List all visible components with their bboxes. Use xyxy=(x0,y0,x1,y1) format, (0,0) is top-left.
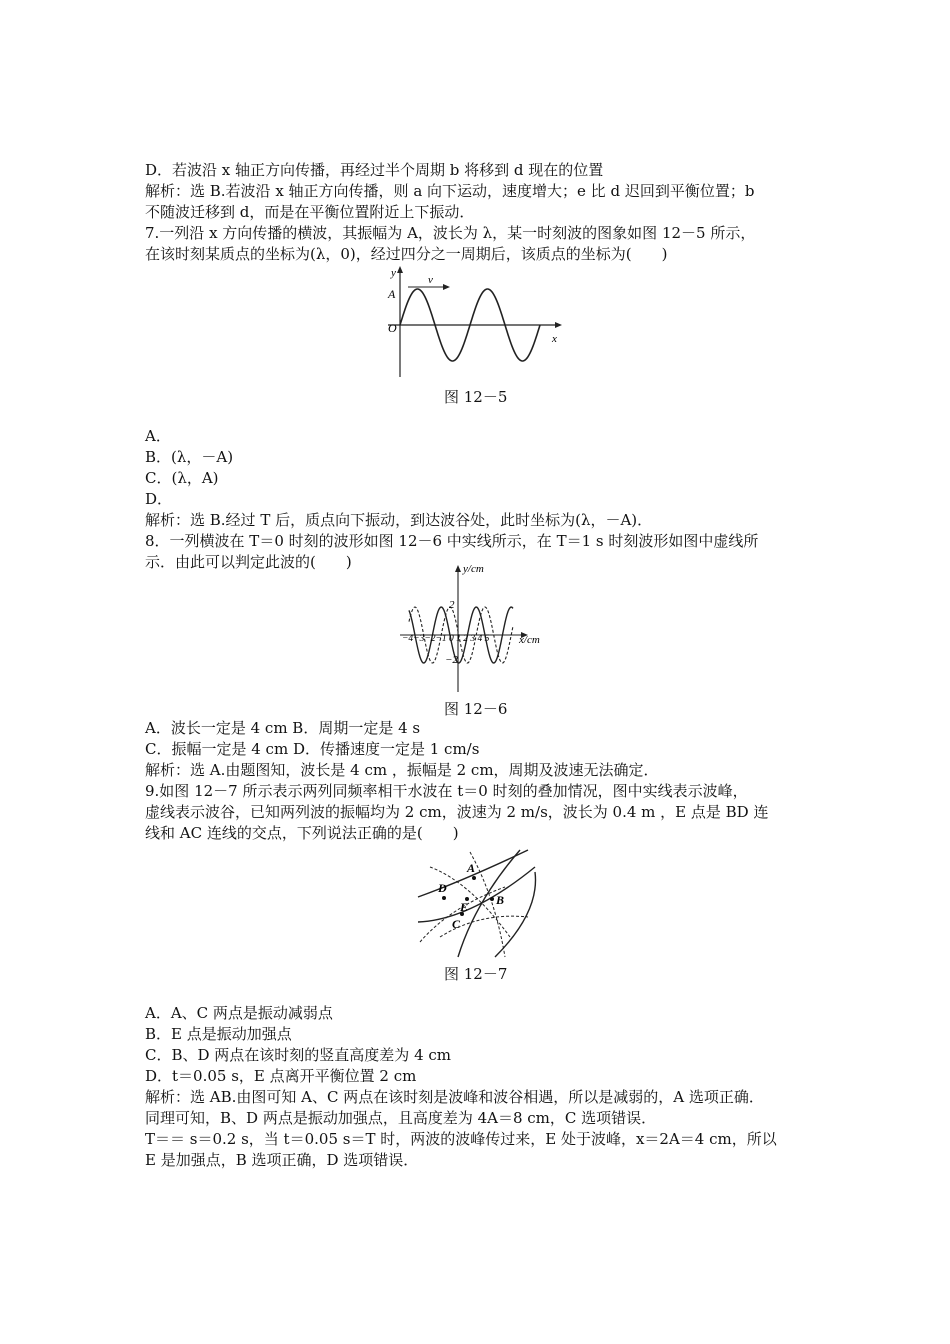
tick-label-bottom: −2 xyxy=(445,654,458,666)
point-c-label: C xyxy=(452,917,461,931)
question-8: 8．一列横波在 T＝0 时刻的波形如图 12－6 中实线所示，在 T＝1 s 时刻波形如图中虚线所 xyxy=(145,532,759,550)
text-line: 线和 AC 连线的交点，下列说法正确的是( ) xyxy=(145,824,459,842)
text-line: D．若波沿 x 轴正方向传播，再经过半个周期 b 将移到 d 现在的位置 xyxy=(145,161,604,179)
point-e-label: E xyxy=(460,900,469,914)
x-tick-labels: −4−3−2−1 0 1 2 3 4 5 xyxy=(402,634,490,644)
solution: 解析：选 B.经过 T 后，质点向下振动，到达波谷处，此时坐标为(λ，－A)． xyxy=(145,511,653,529)
text-line: 示．由此可以判定此波的( ) xyxy=(145,553,352,571)
velocity-label: v xyxy=(428,274,433,286)
option-a: A．A、C 两点是振动减弱点 xyxy=(145,1004,333,1022)
figure-12-5 xyxy=(380,262,580,382)
point-a-label: A xyxy=(467,861,476,875)
text-line: E 是加强点，B 选项正确，D 选项错误． xyxy=(145,1151,419,1169)
question-9: 9.如图 12－7 所示表示两列同频率相干水波在 t＝0 时刻的叠加情况，图中实线表示波峰， xyxy=(145,782,748,800)
options-cd: C．振幅一定是 4 cm D．传播速度一定是 1 cm/s xyxy=(145,740,480,758)
figure-caption: 图 12－6 xyxy=(444,700,508,718)
option-b: B．(λ，－A) xyxy=(145,448,234,466)
option-d: D． xyxy=(145,490,173,508)
point-d-label: D xyxy=(438,881,447,895)
option-c: C．B、D 两点在该时刻的竖直高度差为 4 cm xyxy=(145,1046,452,1064)
text-line: 不随波迁移到 d，而是在平衡位置附近上下振动． xyxy=(145,203,475,221)
axis-y-label: y xyxy=(391,267,396,279)
figure-12-7 xyxy=(410,842,550,962)
option-a: A． xyxy=(145,427,171,445)
solution: 解析：选 A.由题图知，波长是 4 cm ，振幅是 2 cm，周期及波速无法确定． xyxy=(145,761,659,779)
option-c: C．(λ，A) xyxy=(145,469,219,487)
solution: 解析：选 AB.由图可知 A、C 两点在该时刻是波峰和波谷相遇，所以是减弱的，A 选项正确． xyxy=(145,1088,764,1106)
axis-x-label: x/cm xyxy=(519,634,540,646)
text-line: T＝＝ s＝0.2 s，当 t＝0.05 s＝T 时，两波的波峰传过来，E 处于波峰，x＝2A＝4 cm，所以 xyxy=(145,1130,777,1148)
text-line: 同理可知，B、D 两点是振动加强点，且高度差为 4A＝8 cm，C 选项错误． xyxy=(145,1109,657,1127)
figure-caption: 图 12－5 xyxy=(444,388,508,406)
axis-y-label: y/cm xyxy=(463,563,484,575)
text-line: 虚线表示波谷，已知两列波的振幅均为 2 cm，波速为 2 m/s，波长为 0.4 m ，E 点是 BD 连 xyxy=(145,803,769,821)
point-b-label: B xyxy=(496,893,505,907)
text-line: 在该时刻某质点的坐标为(λ，0)，经过四分之一周期后，该质点的坐标为( ) xyxy=(145,245,668,263)
options-ab: A．波长一定是 4 cm B．周期一定是 4 s xyxy=(145,719,421,737)
axis-x-label: x xyxy=(552,333,557,345)
text-line: 解析：选 B.若波沿 x 轴正方向传播，则 a 向下运动，速度增大；e 比 d 迟回到平衡位置；b xyxy=(145,182,755,200)
option-d: D．t＝0.05 s，E 点离开平衡位置 2 cm xyxy=(145,1067,417,1085)
figure-12-6 xyxy=(395,560,555,695)
amplitude-label: A xyxy=(388,287,396,301)
figure-caption: 图 12－7 xyxy=(444,965,508,983)
tick-label-top: 2 xyxy=(449,599,455,611)
option-b: B．E 点是振动加强点 xyxy=(145,1025,292,1043)
origin-label: O xyxy=(388,321,397,335)
question-7: 7.一列沿 x 方向传播的横波，其振幅为 A，波长为 λ，某一时刻波的图象如图 12－5 所示， xyxy=(145,224,756,242)
